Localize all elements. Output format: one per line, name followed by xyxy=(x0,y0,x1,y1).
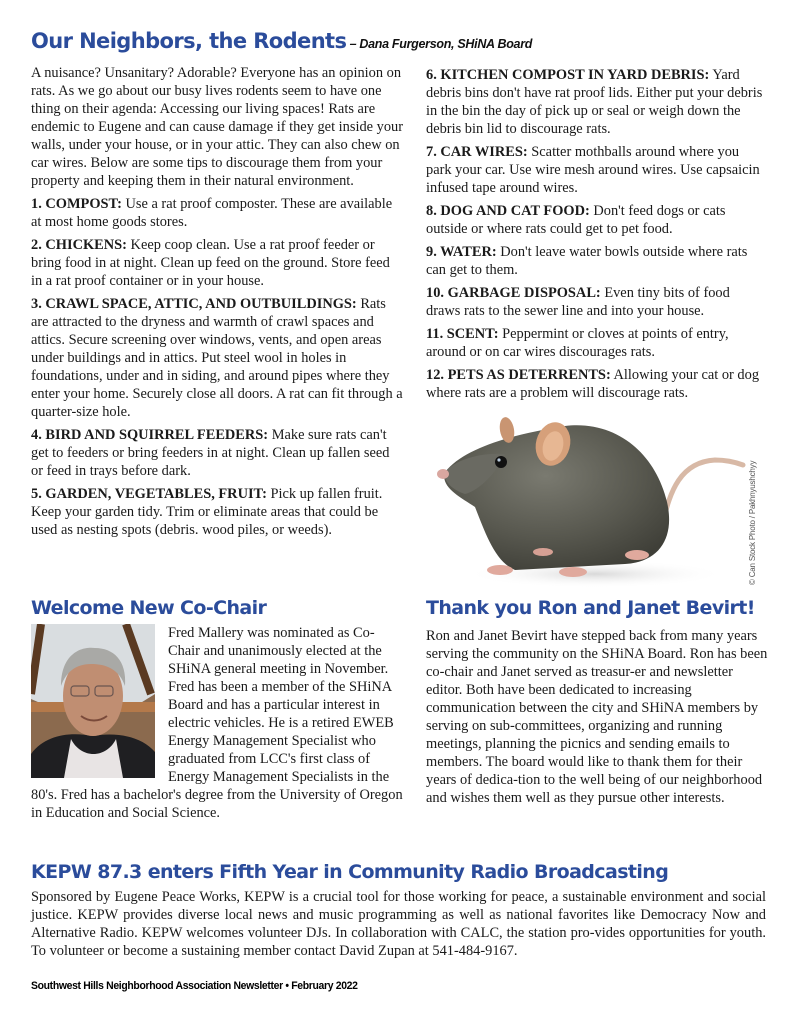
rat-foot xyxy=(559,567,587,577)
tip-item xyxy=(31,485,403,539)
tip-text: Even tiny bits of food draws rats to the sewer line and into your house. xyxy=(426,285,730,319)
tip-item xyxy=(426,66,766,138)
photo-credit xyxy=(748,425,764,585)
rat-illustration xyxy=(425,412,750,590)
tip-label: 12. PETS AS DETERRENTS: xyxy=(426,367,611,383)
tip-item xyxy=(426,143,766,197)
tip-label: 4. BIRD AND SQUIRREL FEEDERS: xyxy=(31,427,269,443)
tip-label: 9. WATER: xyxy=(426,244,497,260)
cochair-body: Fred Mallery was nominated as Co-Chair and unanimously elected at the SHiNA general meeting in November. Fred has been a member of the SHiNA Board and has a particular interest in electric vehicles. He is a retired EWEB Energy Management Specialist who graduated from LCC's first class of Energy Management Specialists in the 80's. Fred has a bachelor's degree from the University of Oregon in Education and Social Science. xyxy=(31,625,403,821)
tip-item xyxy=(31,195,403,231)
tip-label: 3. CRAWL SPACE, ATTIC, AND OUTBUILDINGS: xyxy=(31,296,357,312)
tip-label: 10. GARBAGE DISPOSAL: xyxy=(426,285,601,301)
rat-foot xyxy=(487,565,513,575)
tip-text: Peppermint or cloves at points of entry, around or on car wires discourages rats. xyxy=(426,326,729,360)
tip-label: 11. SCENT: xyxy=(426,326,499,342)
bevirt-heading: Thank you Ron and Janet Bevirt! xyxy=(426,597,755,619)
rodents-heading: Our Neighbors, the Rodents xyxy=(31,29,347,53)
tip-label: 6. KITCHEN COMPOST IN YARD DEBRIS: xyxy=(426,67,710,83)
rat-tail xyxy=(663,460,743,522)
tip-label: 5. GARDEN, VEGETABLES, FRUIT: xyxy=(31,486,267,502)
rodents-right-column xyxy=(426,66,766,402)
tip-text: Rats are attracted to the dryness and warmth of crawl spaces and attics. Secure screening over windows, vents, and open areas under buildings and in attics. Put steel wool in holes in foundations, under and in siding, and around pipes where they enter your home. Securely close all doors. A rat can fit through a quarter-size hole. xyxy=(31,296,403,420)
tip-label: 8. DOG AND CAT FOOD: xyxy=(426,203,590,219)
rat-foot xyxy=(533,548,553,556)
rat-nose xyxy=(437,469,449,479)
tip-label: 7. CAR WIRES: xyxy=(426,144,528,160)
kepw-heading: KEPW 87.3 enters Fifth Year in Community Radio Broadcasting xyxy=(31,861,669,883)
tip-item xyxy=(31,426,403,480)
tip-text: Make sure rats can't get to feeders or bring feeders in at night. Clean up fallen seed or feed in trays before dark. xyxy=(31,427,390,479)
tip-text: Use a rat proof composter. These are available at most home goods stores. xyxy=(31,196,393,230)
rodents-byline: – Dana Furgerson, SHiNA Board xyxy=(346,37,533,51)
cochair-body-wrap xyxy=(31,624,403,822)
tip-text: Don't feed dogs or cats outside or where rats could get to pet food. xyxy=(426,203,726,237)
tip-text: Allowing your cat or dog where rats are a problem will discourage rats. xyxy=(426,367,760,401)
tip-text: Yard debris bins don't have rat proof lids. Either put your debris in the bin the day of pick up or seal or weigh down the debris bin lid to discourage rats. xyxy=(426,67,763,137)
rat-eye-highlight xyxy=(497,458,500,461)
tip-text: Don't leave water bowls outside where rats can get to them. xyxy=(426,244,748,278)
rodents-intro: A nuisance? Unsanitary? Adorable? Everyone has an opinion on rats. As we go about our busy lives rodents seem to have one thing on their agenda: Accessing our living spaces! Rats are endemic to Eugene and can cause damage if they get inside your walls, under your house, or in your attic. They can also chew on car wires. Below are some tips to discourage them from your property and keeping them in their natural environment. xyxy=(31,65,404,189)
tip-item xyxy=(31,236,403,290)
bevirt-body: Ron and Janet Bevirt have stepped back from many years serving the community on the SHiNA Board. Ron has been co-chair and Janet served as treasur-er and newsletter editor. Both have been dedicated to increasing communication between the city and SHiNA members by serving on sub-committees, organizing and running meetings, planning the picnics and sending emails to members. The board would like to thank them for their years of dedica-tion to the well being of our neighborhood and wishes them well as they pursue other interests. xyxy=(426,628,768,806)
tip-item xyxy=(31,295,403,421)
rat-photo xyxy=(425,412,750,590)
rat-foot xyxy=(625,550,649,560)
newsletter-footer: Southwest Hills Neighborhood Association Newsletter • February 2022 xyxy=(31,980,358,992)
tip-label: 2. CHICKENS: xyxy=(31,237,127,253)
tip-item xyxy=(426,284,766,320)
tip-text: Keep coop clean. Use a rat proof feeder or bring food in at night. Clean up feed on the ground. Store feed in a rat proof container or in your house. xyxy=(31,237,390,289)
kepw-body: Sponsored by Eugene Peace Works, KEPW is a crucial tool for those working for peace, a sustainable environment and social justice. KEPW provides diverse local news and music programming as well as national favorites like Democracy Now and Alternative Radio. KEPW welcomes volunteer DJs. In collaboration with CALC, the station pro-vides opportunities for youth. To volunteer or become a sustaining member contact David Zupan at 541-484-9167. xyxy=(31,889,766,959)
cochair-heading: Welcome New Co-Chair xyxy=(31,597,267,619)
tip-item xyxy=(426,202,766,238)
rat-eye xyxy=(495,456,507,468)
photo-credit-text: © Can Stock Photo / Pakhnyushchyy xyxy=(748,460,757,585)
rodents-left-column xyxy=(31,64,403,539)
tip-label: 1. COMPOST: xyxy=(31,196,122,212)
tip-item xyxy=(426,325,766,361)
tip-text: Scatter mothballs around where you park your car. Use wire mesh around wires. Use capsaicin infused tape around wires. xyxy=(426,144,760,196)
tip-item xyxy=(426,366,766,402)
tip-text: Pick up fallen fruit. Keep your garden tidy. Trim or eliminate areas that could be used as nesting spots (debris. wood piles, or weeds). xyxy=(31,486,383,538)
rodents-article-title xyxy=(31,28,532,57)
tip-item xyxy=(426,243,766,279)
